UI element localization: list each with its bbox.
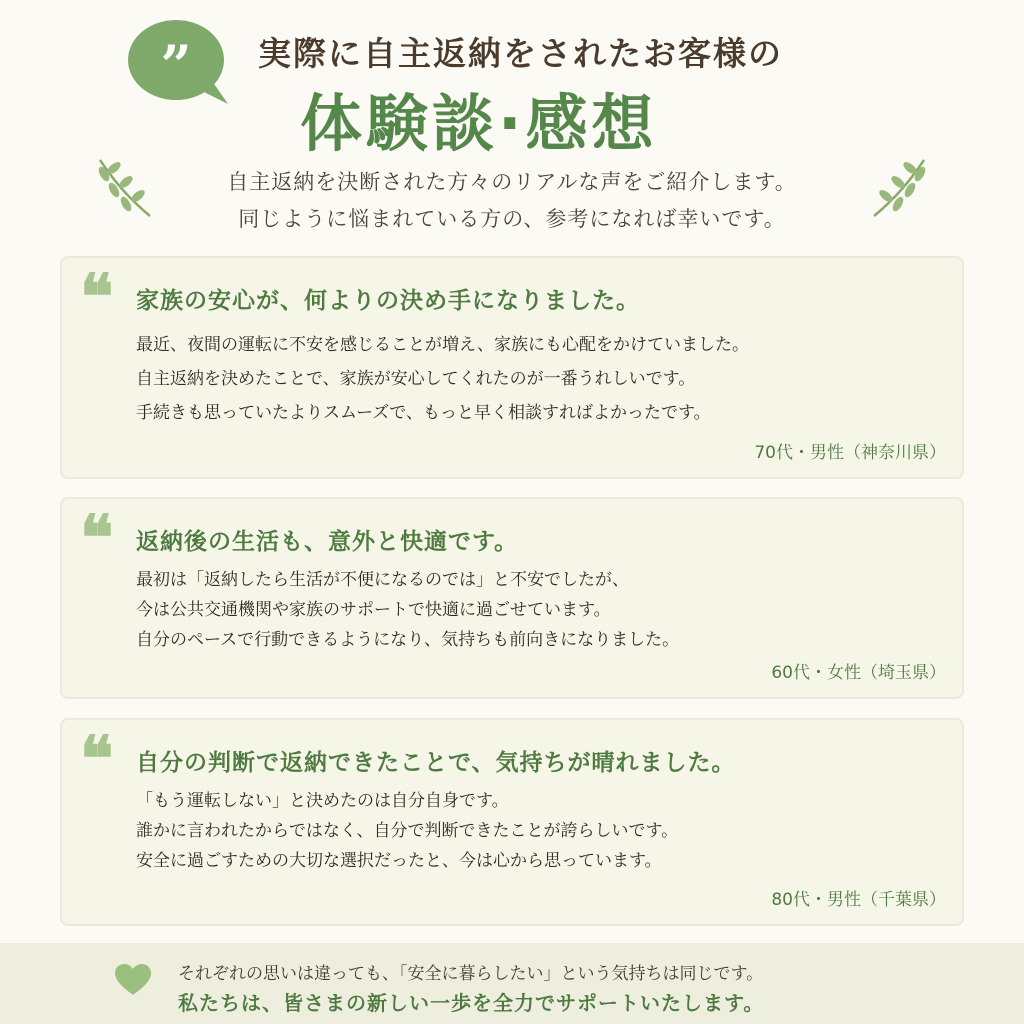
testimonial-title: 返納後の生活も、意外と快適です。: [136, 529, 519, 555]
testimonial-body-line: 自分のペースで行動できるようになり、気持ちも前向きになりました。: [136, 630, 680, 650]
testimonial-body-line: 安全に過ごすための大切な選択だったと、今は心から思っています。: [136, 851, 662, 871]
intro-line: 自主返納を決断された方々のリアルな声をご紹介します。: [227, 170, 797, 194]
testimonial-attribution: 70代・男性（神奈川県）: [754, 443, 946, 463]
intro-line: 同じように悩まれている方の、参考になれば幸いです。: [238, 207, 786, 231]
testimonial-body: [136, 786, 936, 876]
testimonial-body-line: 自主返納を決めたことで、家族が安心してくれたのが一番うれしいです。: [136, 369, 696, 389]
svg-text:”: ”: [160, 33, 192, 97]
testimonial-body-line: 最近、夜間の運転に不安を感じることが増え、家族にも心配をかけていました。: [136, 335, 750, 355]
quote-mark-icon: ❝: [80, 501, 114, 574]
testimonial-body-line: 「もう運転しない」と決めたのは自分自身です。: [136, 791, 509, 811]
testimonial-title: 自分の判断で返納できたことで、気持ちが晴れました。: [136, 750, 736, 776]
testimonial-body-line: 最初は「返納したら生活が不便になるのでは」と不安でしたが、: [136, 570, 629, 590]
testimonial-card: [60, 718, 964, 926]
testimonial-body-line: 手続きも思っていたよりスムーズで、もっと早く相談すればよかったです。: [136, 403, 711, 423]
testimonial-body-line: 今は公共交通機関や家族のサポートで快適に過ごせています。: [136, 600, 611, 620]
footer-support-message: 私たちは、皆さまの新しい一歩を全力でサポートいたします。: [178, 991, 765, 1015]
testimonial-card: [60, 256, 964, 479]
testimonial-body-line: 誰かに言われたからではなく、自分で判断できたことが誇らしいです。: [136, 821, 679, 841]
testimonial-body: [136, 328, 936, 430]
testimonial-body: [136, 565, 936, 655]
quote-mark-icon: ❝: [80, 722, 114, 795]
testimonial-attribution: 60代・女性（埼玉県）: [771, 663, 946, 683]
page-title-top: 実際に自主返納をされたお客様の: [258, 34, 783, 73]
header: [0, 0, 1024, 250]
page-title-main: 体験談·感想: [300, 87, 658, 160]
footer-message: それぞれの思いは違っても、「安全に暮らしたい」という気持ちは同じです。: [178, 964, 764, 984]
footer-banner: [0, 943, 1024, 1024]
heart-icon: [114, 963, 152, 997]
testimonial-card: [60, 497, 964, 699]
testimonial-title: 家族の安心が、何よりの決め手になりました。: [136, 288, 640, 314]
speech-bubble-quote-icon: [126, 18, 232, 110]
testimonial-attribution: 80代・男性（千葉県）: [771, 890, 946, 910]
quote-mark-icon: ❝: [80, 260, 114, 333]
